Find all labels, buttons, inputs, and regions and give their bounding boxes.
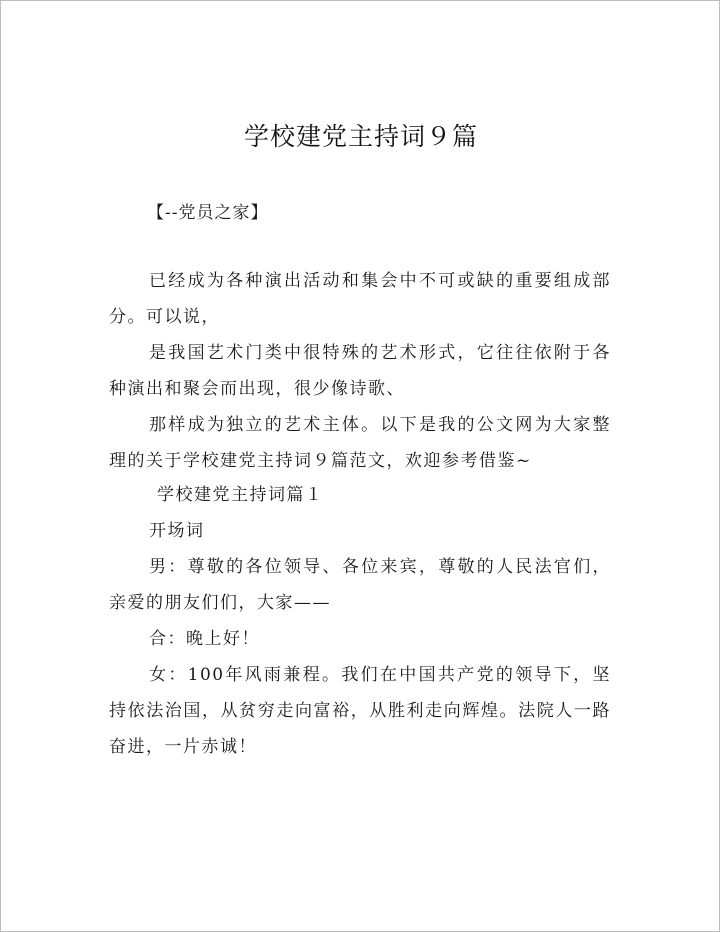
intro-paragraph-2: 是我国艺术门类中很特殊的艺术形式，它往往依附于各种演出和聚会而出现，很少像诗歌、 xyxy=(109,343,611,399)
subheading: 开场词 xyxy=(149,521,205,541)
intro-paragraph-3: 那样成为独立的艺术主体。以下是我的公文网为大家整理的关于学校建党主持词９篇范文，欢迎参考借鉴~ xyxy=(109,415,611,471)
dialogue-line-3: 女：100年风雨兼程。我们在中国共产党的领导下，坚持依法治国，从贫穷走向富裕，从胜利走向辉煌。法院人一路奋进，一片赤诚！ xyxy=(109,665,611,757)
section-heading: 学校建党主持词篇１ xyxy=(157,485,324,505)
category-tag: 【--党员之家】 xyxy=(147,203,269,223)
dialogue-line-1: 男：尊敬的各位领导、各位来宾，尊敬的人民法官们，亲爱的朋友们们，大家—— xyxy=(109,557,611,613)
intro-paragraph-1: 已经成为各种演出活动和集会中不可或缺的重要组成部分。可以说， xyxy=(109,271,611,327)
dialogue-line-2: 合：晚上好！ xyxy=(149,629,260,649)
document-title: 学校建党主持词９篇 xyxy=(243,122,478,151)
